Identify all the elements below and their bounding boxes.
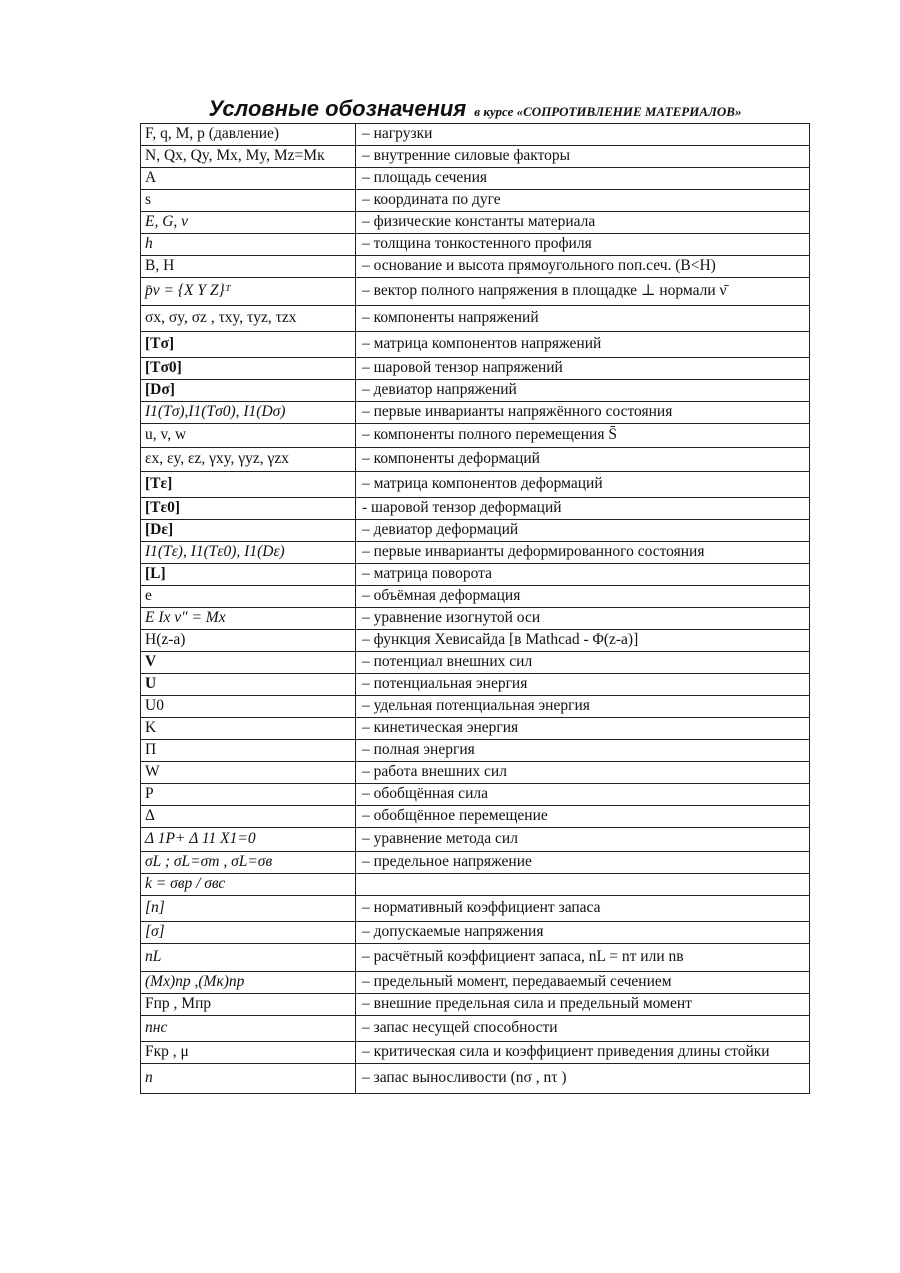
description-cell: - шаровой тензор деформаций bbox=[356, 498, 810, 520]
symbol-cell: [Tσ] bbox=[141, 332, 356, 358]
table-row bbox=[141, 358, 810, 380]
description-cell: – компоненты напряжений bbox=[356, 306, 810, 332]
description-cell: – нормативный коэффициент запаса bbox=[356, 896, 810, 922]
symbol-cell: W bbox=[141, 762, 356, 784]
description-cell: – полная энергия bbox=[356, 740, 810, 762]
table-row bbox=[141, 448, 810, 472]
symbol-cell: Δ 1P+ Δ 11 X1=0 bbox=[141, 828, 356, 852]
description-cell: – допускаемые напряжения bbox=[356, 922, 810, 944]
table-row bbox=[141, 146, 810, 168]
symbol-cell: k = σвр / σвс bbox=[141, 874, 356, 896]
symbol-cell: [σ] bbox=[141, 922, 356, 944]
table-row bbox=[141, 652, 810, 674]
table-row bbox=[141, 852, 810, 874]
table-row bbox=[141, 718, 810, 740]
table-row bbox=[141, 212, 810, 234]
symbol-cell: e bbox=[141, 586, 356, 608]
table-row bbox=[141, 402, 810, 424]
table-row bbox=[141, 498, 810, 520]
symbol-cell: E Ix v″ = Mx bbox=[141, 608, 356, 630]
description-cell: – координата по дуге bbox=[356, 190, 810, 212]
symbol-cell: P bbox=[141, 784, 356, 806]
symbol-cell: n bbox=[141, 1064, 356, 1094]
table-row bbox=[141, 608, 810, 630]
description-cell: – обобщённое перемещение bbox=[356, 806, 810, 828]
table-row bbox=[141, 124, 810, 146]
description-cell: – предельное напряжение bbox=[356, 852, 810, 874]
description-cell: – матрица компонентов деформаций bbox=[356, 472, 810, 498]
notation-table-body bbox=[141, 124, 810, 1094]
symbol-cell: h bbox=[141, 234, 356, 256]
description-cell: – функция Хевисайда [в Mathcad - Φ(z-a)] bbox=[356, 630, 810, 652]
description-cell: – кинетическая энергия bbox=[356, 718, 810, 740]
document-title bbox=[140, 96, 810, 122]
description-cell: – удельная потенциальная энергия bbox=[356, 696, 810, 718]
description-cell: – компоненты деформаций bbox=[356, 448, 810, 472]
description-cell: – внутренние силовые факторы bbox=[356, 146, 810, 168]
symbol-cell: Fпр , Mпр bbox=[141, 994, 356, 1016]
symbol-cell: I1(Tε), I1(Tε0), I1(Dε) bbox=[141, 542, 356, 564]
description-cell bbox=[356, 874, 810, 896]
symbol-cell: [Dσ] bbox=[141, 380, 356, 402]
table-row bbox=[141, 696, 810, 718]
table-row bbox=[141, 168, 810, 190]
description-cell: – уравнение изогнутой оси bbox=[356, 608, 810, 630]
table-row bbox=[141, 1016, 810, 1042]
description-cell: – первые инварианты напряжённого состояния bbox=[356, 402, 810, 424]
table-row bbox=[141, 762, 810, 784]
symbol-cell: s bbox=[141, 190, 356, 212]
symbol-cell: [Dε] bbox=[141, 520, 356, 542]
symbol-cell: V bbox=[141, 652, 356, 674]
table-row bbox=[141, 922, 810, 944]
symbol-cell: p̄ν = {X Y Z}ᵀ bbox=[141, 278, 356, 306]
symbol-cell: σx, σy, σz , τxy, τyz, τzx bbox=[141, 306, 356, 332]
symbol-cell: [Tσ0] bbox=[141, 358, 356, 380]
symbol-cell: F, q, M, p (давление) bbox=[141, 124, 356, 146]
symbol-cell: I1(Tσ),I1(Tσ0), I1(Dσ) bbox=[141, 402, 356, 424]
description-cell: – нагрузки bbox=[356, 124, 810, 146]
table-row bbox=[141, 586, 810, 608]
symbol-cell: Fкр , μ bbox=[141, 1042, 356, 1064]
symbol-cell: E, G, ν bbox=[141, 212, 356, 234]
symbol-cell: [L] bbox=[141, 564, 356, 586]
symbol-cell: Δ bbox=[141, 806, 356, 828]
description-cell: – основание и высота прямоугольного поп.сеч. (B<H) bbox=[356, 256, 810, 278]
description-cell: – критическая сила и коэффициент приведения длины стойки bbox=[356, 1042, 810, 1064]
table-row bbox=[141, 256, 810, 278]
table-row bbox=[141, 944, 810, 972]
table-row bbox=[141, 994, 810, 1016]
description-cell: – матрица компонентов напряжений bbox=[356, 332, 810, 358]
symbol-cell: u, v, w bbox=[141, 424, 356, 448]
table-row bbox=[141, 1042, 810, 1064]
description-cell: – физические константы материала bbox=[356, 212, 810, 234]
table-row bbox=[141, 306, 810, 332]
symbol-cell: N, Qx, Qy, Mx, My, Mz=Mк bbox=[141, 146, 356, 168]
table-row bbox=[141, 332, 810, 358]
symbol-cell: U bbox=[141, 674, 356, 696]
title-subtitle: в курсе «СОПРОТИВЛЕНИЕ МАТЕРИАЛОВ» bbox=[474, 104, 742, 119]
description-cell: – шаровой тензор напряжений bbox=[356, 358, 810, 380]
table-row bbox=[141, 740, 810, 762]
table-row bbox=[141, 896, 810, 922]
description-cell: – работа внешних сил bbox=[356, 762, 810, 784]
description-cell: – обобщённая сила bbox=[356, 784, 810, 806]
table-row bbox=[141, 828, 810, 852]
table-row bbox=[141, 542, 810, 564]
symbol-cell: [Tε0] bbox=[141, 498, 356, 520]
description-cell: – матрица поворота bbox=[356, 564, 810, 586]
table-row bbox=[141, 784, 810, 806]
symbol-cell: П bbox=[141, 740, 356, 762]
description-cell: – предельный момент, передаваемый сечением bbox=[356, 972, 810, 994]
table-row bbox=[141, 674, 810, 696]
description-cell: – внешние предельная сила и предельный момент bbox=[356, 994, 810, 1016]
table-row bbox=[141, 520, 810, 542]
title-main: Условные обозначения bbox=[208, 96, 467, 121]
symbol-cell: U0 bbox=[141, 696, 356, 718]
description-cell: – расчётный коэффициент запаса, nL = nт или nв bbox=[356, 944, 810, 972]
notation-table bbox=[140, 123, 810, 1094]
description-cell: – запас несущей способности bbox=[356, 1016, 810, 1042]
table-row bbox=[141, 806, 810, 828]
table-row bbox=[141, 630, 810, 652]
table-row bbox=[141, 472, 810, 498]
symbol-cell: σL ; σL=σт , σL=σв bbox=[141, 852, 356, 874]
table-row bbox=[141, 972, 810, 994]
description-cell: – девиатор напряжений bbox=[356, 380, 810, 402]
symbol-cell: B, H bbox=[141, 256, 356, 278]
description-cell: – компоненты полного перемещения S̄ bbox=[356, 424, 810, 448]
symbol-cell: (Mx)пр ,(Mк)пр bbox=[141, 972, 356, 994]
table-row bbox=[141, 564, 810, 586]
description-cell: – вектор полного напряжения в площадке ⊥ нормали ν̄ bbox=[356, 278, 810, 306]
symbol-cell: nL bbox=[141, 944, 356, 972]
description-cell: – запас выносливости (nσ , nτ ) bbox=[356, 1064, 810, 1094]
table-row bbox=[141, 424, 810, 448]
table-row bbox=[141, 874, 810, 896]
table-row bbox=[141, 380, 810, 402]
symbol-cell: εx, εy, εz, γxy, γyz, γzx bbox=[141, 448, 356, 472]
symbol-cell: [Tε] bbox=[141, 472, 356, 498]
table-row bbox=[141, 234, 810, 256]
table-row bbox=[141, 190, 810, 212]
symbol-cell: K bbox=[141, 718, 356, 740]
description-cell: – уравнение метода сил bbox=[356, 828, 810, 852]
table-row bbox=[141, 1064, 810, 1094]
description-cell: – девиатор деформаций bbox=[356, 520, 810, 542]
symbol-cell: [n] bbox=[141, 896, 356, 922]
symbol-cell: A bbox=[141, 168, 356, 190]
description-cell: – потенциальная энергия bbox=[356, 674, 810, 696]
description-cell: – площадь сечения bbox=[356, 168, 810, 190]
table-row bbox=[141, 278, 810, 306]
symbol-cell: nнс bbox=[141, 1016, 356, 1042]
description-cell: – толщина тонкостенного профиля bbox=[356, 234, 810, 256]
description-cell: – потенциал внешних сил bbox=[356, 652, 810, 674]
description-cell: – объёмная деформация bbox=[356, 586, 810, 608]
description-cell: – первые инварианты деформированного состояния bbox=[356, 542, 810, 564]
symbol-cell: H(z-a) bbox=[141, 630, 356, 652]
